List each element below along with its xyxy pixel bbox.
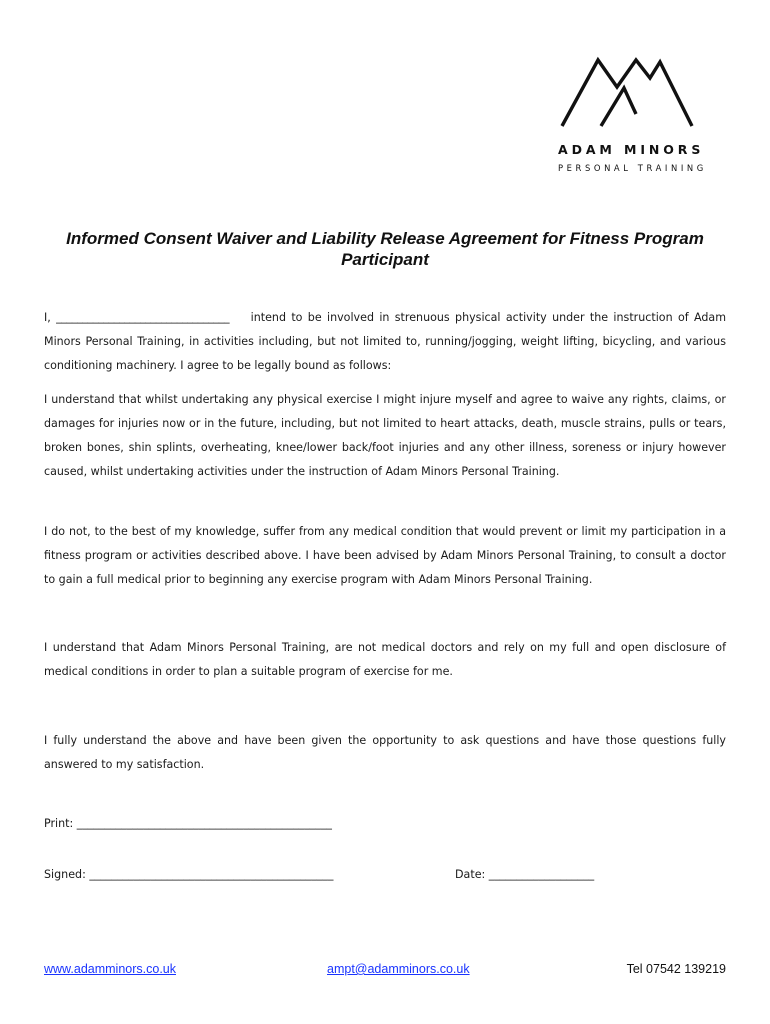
brand-name: ADAM MINORS bbox=[558, 142, 705, 157]
paragraph-understanding: I fully understand the above and have been given the opportunity to ask questions and have those questions fully answered to my satisfaction. bbox=[44, 734, 726, 771]
signature-field[interactable]: Signed: ____________________________________________ bbox=[44, 868, 334, 881]
paragraph-intro bbox=[44, 306, 726, 378]
paragraph-injury-waiver: I understand that whilst undertaking any physical exercise I might injure myself and agree to waive any rights, claims, or damages for injuries now or in the future, including, but not limited to heart attacks, death, muscle strains, pulls or tears, broken bones, shin splints, overheating, knee/lower back/foot injuries and any other illness, soreness or injury however caused, whilst undertaking activities under the instruction of Adam Minors Personal Training. bbox=[44, 393, 726, 478]
mountain-logo-icon bbox=[558, 52, 698, 132]
email-link[interactable]: ampt@adamminors.co.uk bbox=[327, 962, 470, 976]
participant-name-blank: _________________________________ bbox=[56, 311, 230, 324]
intro-text: intend to be involved in strenuous physical activity under the instruction of Adam Minors Personal Training, in activities including, but not limited to, running/jogging, weight lifting, bicycling, and various conditioning machinery. I agree to be legally bound as follows: bbox=[44, 311, 727, 372]
document-title: Informed Consent Waiver and Liability Release Agreement for Fitness Program Participant bbox=[66, 229, 704, 269]
website-link[interactable]: www.adamminors.co.uk bbox=[44, 962, 176, 976]
paragraph-disclosure: I understand that Adam Minors Personal Training, are not medical doctors and rely on my full and open disclosure of medical conditions in order to plan a suitable program of exercise for me. bbox=[44, 641, 726, 678]
date-field[interactable]: Date: ___________________ bbox=[455, 868, 595, 881]
intro-prefix: I, bbox=[44, 311, 57, 324]
print-name-field[interactable]: Print: ______________________________________________ bbox=[44, 817, 332, 830]
paragraph-medical-condition: I do not, to the best of my knowledge, suffer from any medical condition that would prevent or limit my participation in a fitness program or activities described above. I have been advised by Adam Minors Personal Training, to consult a doctor to gain a full medical prior to beginning any exercise program with Adam Minors Personal Training. bbox=[44, 525, 726, 586]
brand-subtitle: PERSONAL TRAINING bbox=[558, 163, 707, 173]
telephone-number: Tel 07542 139219 bbox=[626, 962, 726, 976]
